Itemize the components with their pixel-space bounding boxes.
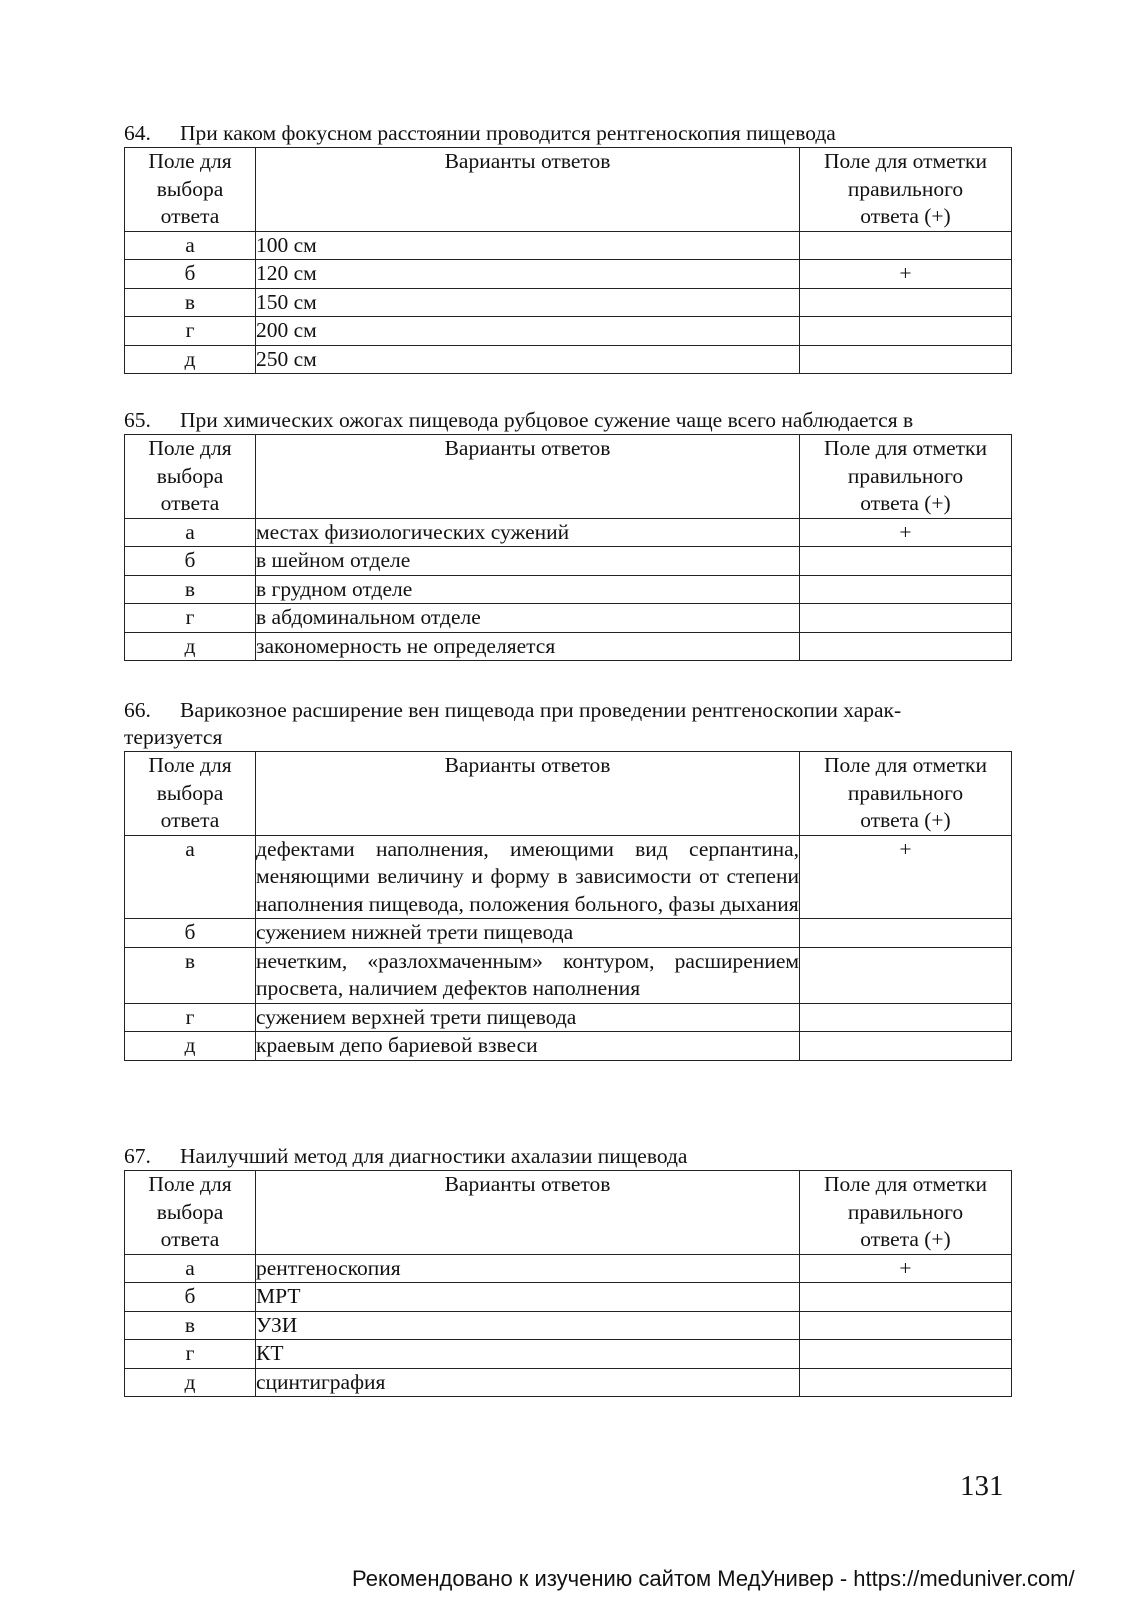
option-mark: + [800,518,1012,547]
table-header-row [125,1171,1012,1255]
table-row [125,288,1012,317]
option-letter: в [125,947,256,1003]
table-row [125,1368,1012,1397]
option-mark [800,547,1012,576]
table-row [125,835,1012,919]
question-text: Варикозное расширение вен пищевода при проведении рентгеноскопии харак- [180,698,902,722]
header-select-field: Поле для выбора ответа [125,1171,256,1255]
table-row [125,260,1012,289]
table-row [125,947,1012,1003]
option-mark [800,575,1012,604]
header-mark-field: Поле для отметки правильного ответа (+) [800,752,1012,836]
option-mark [800,947,1012,1003]
table-row [125,919,1012,948]
option-text: местах физиологических сужений [256,518,800,547]
option-text: 250 см [256,345,800,374]
option-mark: + [800,260,1012,289]
question-64 [124,120,1011,374]
footer-recommendation: Рекомендовано к изучению сайтом МедУнивер - https://meduniver.com/ [352,1566,1075,1591]
table-row [125,231,1012,260]
option-letter: д [125,345,256,374]
question-title [124,697,1011,724]
option-letter: а [125,231,256,260]
question-66 [124,697,1011,1061]
option-mark [800,1032,1012,1061]
table-row [125,632,1012,661]
table-row [125,1254,1012,1283]
header-mark-field: Поле для отметки правильного ответа (+) [800,435,1012,519]
option-text: дефектами наполнения, имеющими вид серпантина, меняющими величину и форму в зависимости от степени наполнения пищевода, положения больного, фазы дыхания [256,835,800,919]
question-67 [124,1143,1011,1397]
option-letter: в [125,575,256,604]
question-number: 65. [124,408,151,432]
question-65 [124,407,1011,661]
answers-table [124,751,1012,1061]
option-text: закономерность не определяется [256,632,800,661]
question-title [124,1143,1011,1170]
option-mark [800,1311,1012,1340]
table-row [125,518,1012,547]
option-mark: + [800,835,1012,919]
option-letter: г [125,1340,256,1369]
option-mark [800,1340,1012,1369]
header-variants: Варианты ответов [256,752,800,836]
question-number: 64. [124,121,151,145]
table-row [125,1340,1012,1369]
question-number: 66. [124,698,151,722]
table-row [125,1003,1012,1032]
table-header-row [125,148,1012,232]
question-text-continuation: теризуется [124,725,223,749]
header-variants: Варианты ответов [256,435,800,519]
option-letter: б [125,547,256,576]
option-letter: д [125,1368,256,1397]
option-text: 120 см [256,260,800,289]
table-header-row [125,435,1012,519]
page-number: 131 [960,1470,1004,1502]
option-mark [800,1283,1012,1312]
table-row [125,1311,1012,1340]
table-row [125,1283,1012,1312]
header-variants: Варианты ответов [256,148,800,232]
question-text: При каком фокусном расстоянии проводится рентгеноскопия пищевода [180,121,836,145]
option-text: сцинтиграфия [256,1368,800,1397]
option-text: 200 см [256,317,800,346]
option-letter: г [125,604,256,633]
table-row [125,317,1012,346]
option-letter: д [125,632,256,661]
option-text: 100 см [256,231,800,260]
option-text: в грудном отделе [256,575,800,604]
header-select-field: Поле для выбора ответа [125,435,256,519]
option-mark [800,919,1012,948]
option-text: сужением нижней трети пищевода [256,919,800,948]
option-mark [800,345,1012,374]
header-mark-field: Поле для отметки правильного ответа (+) [800,148,1012,232]
option-mark [800,317,1012,346]
option-letter: в [125,288,256,317]
question-text: При химических ожогах пищевода рубцовое сужение чаще всего наблюдается в [180,408,914,432]
header-select-field: Поле для выбора ответа [125,148,256,232]
table-row [125,345,1012,374]
option-text: краевым депо бариевой взвеси [256,1032,800,1061]
option-letter: в [125,1311,256,1340]
option-letter: г [125,317,256,346]
question-title [124,407,1011,434]
header-select-field: Поле для выбора ответа [125,752,256,836]
option-letter: г [125,1003,256,1032]
option-letter: б [125,1283,256,1312]
option-text: МРТ [256,1283,800,1312]
question-title [124,120,1011,147]
option-text: УЗИ [256,1311,800,1340]
answers-table [124,434,1012,661]
option-letter: д [125,1032,256,1061]
header-variants: Варианты ответов [256,1171,800,1255]
table-row [125,1032,1012,1061]
option-text: в шейном отделе [256,547,800,576]
question-text: Наилучший метод для диагностики ахалазии пищевода [180,1144,688,1168]
option-mark [800,1003,1012,1032]
header-mark-field: Поле для отметки правильного ответа (+) [800,1171,1012,1255]
option-text: в абдоминальном отделе [256,604,800,633]
option-text: нечетким, «разлохмаченным» контуром, расширением просвета, наличием дефектов наполнения [256,947,800,1003]
option-mark [800,231,1012,260]
question-number: 67. [124,1144,151,1168]
table-row [125,604,1012,633]
option-mark [800,604,1012,633]
option-letter: а [125,835,256,919]
option-text: рентгеноскопия [256,1254,800,1283]
option-text: 150 см [256,288,800,317]
option-mark [800,632,1012,661]
option-letter: а [125,1254,256,1283]
table-header-row [125,752,1012,836]
answers-table [124,147,1012,374]
option-letter: б [125,919,256,948]
option-mark: + [800,1254,1012,1283]
table-row [125,575,1012,604]
option-text: сужением верхней трети пищевода [256,1003,800,1032]
answers-table [124,1170,1012,1397]
option-text: КТ [256,1340,800,1369]
option-mark [800,1368,1012,1397]
option-letter: а [125,518,256,547]
option-letter: б [125,260,256,289]
table-row [125,547,1012,576]
option-mark [800,288,1012,317]
